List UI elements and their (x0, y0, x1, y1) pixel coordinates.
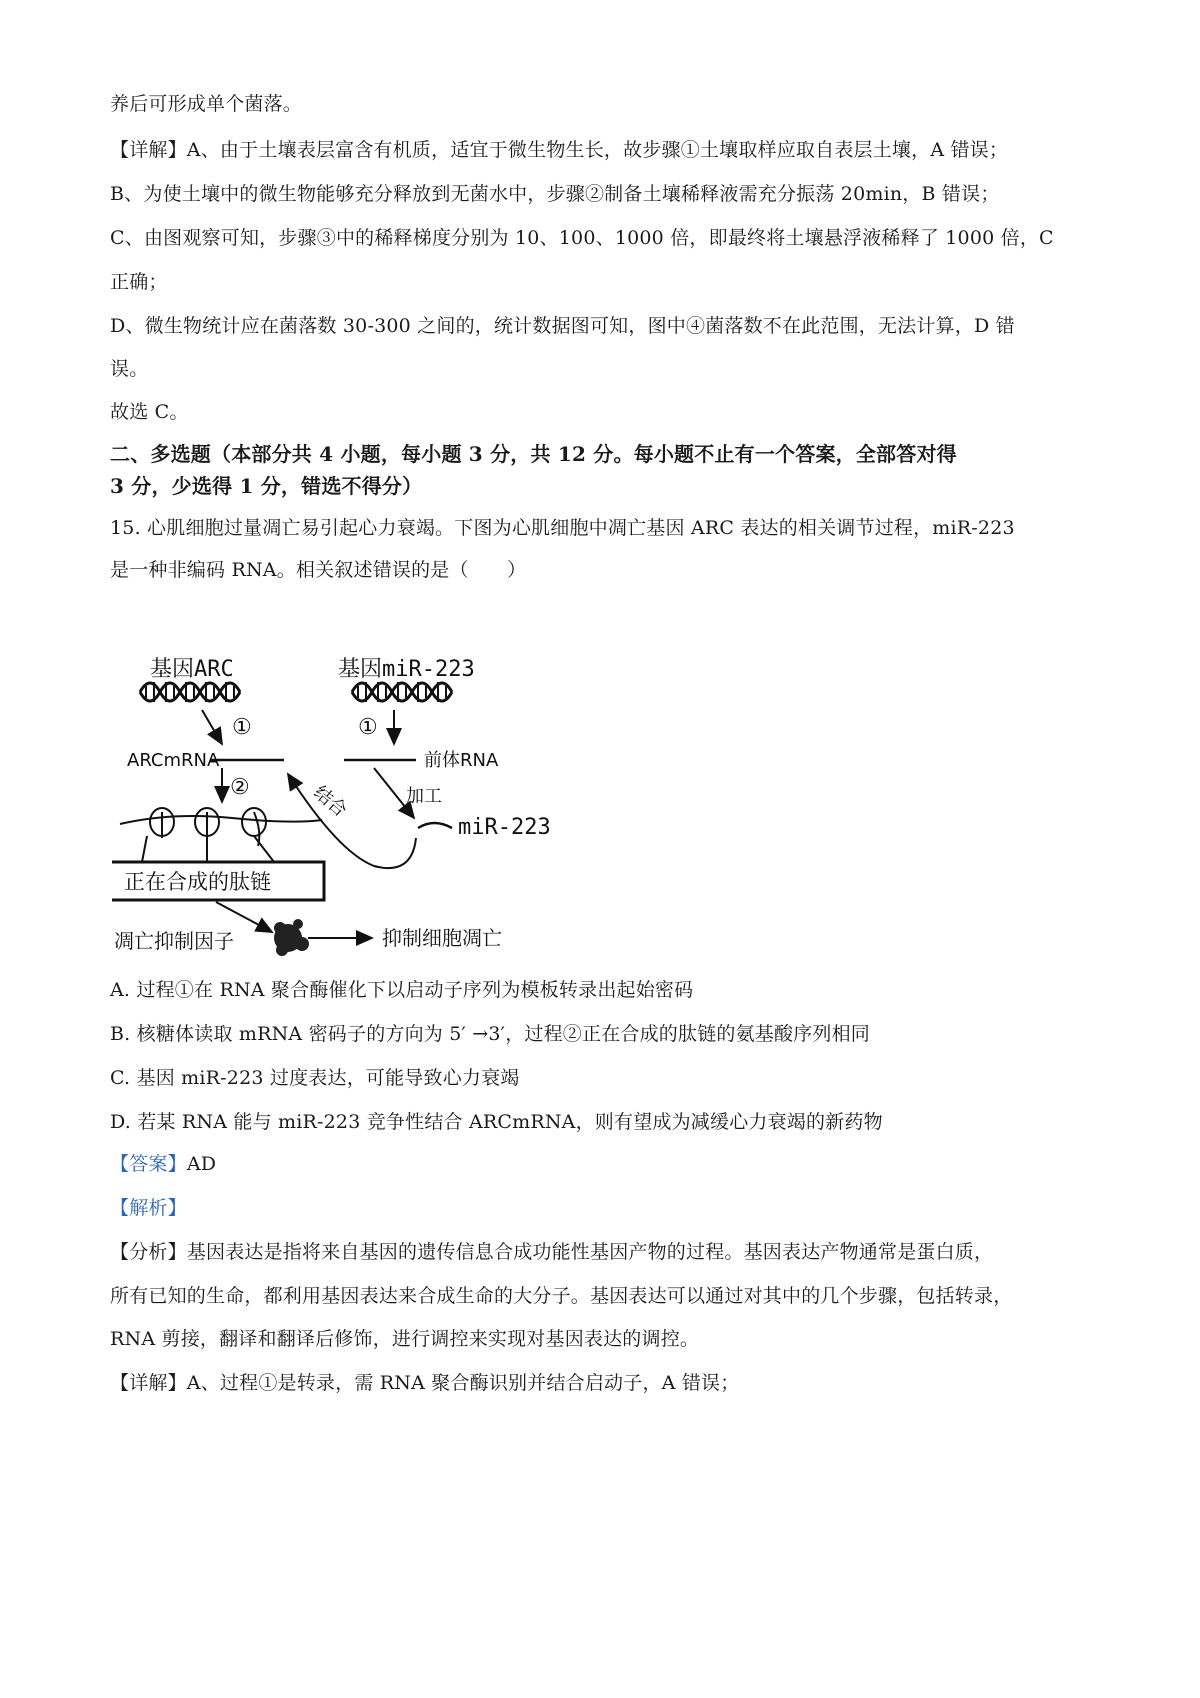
protein-blob-icon (274, 919, 309, 956)
analysis-text: RNA 剪接，翻译和翻译后修饰，进行调控来实现对基因表达的调控。 (110, 1328, 700, 1350)
section-heading-cont: 3 分，少选得 1 分，错选不得分） (110, 474, 423, 498)
text-line: D、微生物统计应在菌落数 30-300 之间的，统计数据图可知，图中④菌落数不在此范围，无法计算，D 错 (110, 315, 1015, 337)
processing-label: 加工 (406, 786, 442, 807)
transcription-arrow (202, 710, 222, 744)
analysis-text: 【分析】基因表达是指将来自基因的遗传信息合成功能性基因产物的过程。基因表达产物通常是蛋白质， (110, 1241, 994, 1263)
answer-value: AD (186, 1153, 217, 1175)
text-line: 正确； (110, 271, 168, 293)
step1-label: ① (232, 715, 252, 740)
analysis-label: 【解析】 (110, 1197, 187, 1219)
step1-label: ① (358, 715, 378, 740)
dna-helix-icon (352, 682, 452, 702)
precursor-rna-label: 前体RNA (424, 750, 499, 771)
text-line: 【详解】A、由于土壤表层富含有机质，适宜于微生物生长，故步骤①土壤取样应取自表层土壤，A 错误； (110, 139, 1009, 161)
option-c: C. 基因 miR-223 过度表达，可能导致心力衰竭 (110, 1067, 520, 1089)
text-line: 养后可形成单个菌落。 (110, 93, 303, 115)
option-d: D. 若某 RNA 能与 miR-223 竞争性结合 ARCmRNA，则有望成为减缓心力衰竭的新药物 (110, 1111, 883, 1133)
text-line: 误。 (110, 358, 149, 380)
mir223-label: miR-223 (458, 815, 551, 840)
question-stem-cont: 是一种非编码 RNA。相关叙述错误的是（ ） (110, 559, 527, 581)
arc-mrna-label: ARCmRNA (127, 750, 220, 771)
text-line: C、由图观察可知，步骤③中的稀释梯度分别为 10、100、1000 倍，即最终将土壤悬浮液稀释了 1000 倍，C (110, 227, 1054, 249)
mir223-strand (418, 823, 452, 828)
to-factor-arrow (216, 902, 272, 932)
option-b: B. 核糖体读取 mRNA 密码子的方向为 5′ →3′，过程②正在合成的肽链的氨基酸序列相同 (110, 1023, 870, 1045)
inhibit-label: 抑制细胞凋亡 (382, 926, 502, 950)
factor-label: 凋亡抑制因子 (114, 929, 234, 953)
text-line: B、为使土壤中的微生物能够充分释放到无菌水中，步骤②制备土壤稀释液需充分振荡 20min，B 错误； (110, 183, 1000, 205)
text-line: 故选 C。 (110, 401, 189, 423)
answer-line (110, 1150, 1100, 1178)
binding-label: 结合 (309, 782, 351, 822)
peptide-label: 正在合成的肽链 (124, 870, 271, 894)
peptide-pointer (142, 836, 147, 862)
section-heading: 二、多选题（本部分共 4 小题，每小题 3 分，共 12 分。每小题不止有一个答案，全部答对得 (110, 442, 957, 466)
dna-helix-icon (140, 682, 240, 702)
question-stem: 15. 心肌细胞过量凋亡易引起心力衰竭。下图为心肌细胞中凋亡基因 ARC 表达的相关调节过程，miR-223 (110, 517, 1015, 539)
option-a: A. 过程①在 RNA 聚合酶催化下以启动子序列为模板转录出起始密码 (110, 979, 694, 1001)
peptide-pointer (254, 836, 274, 862)
step2-label: ② (230, 775, 250, 800)
answer-label: 【答案】 (110, 1153, 187, 1175)
gene-arc-label: 基因ARC (150, 657, 234, 682)
detail-text: 【详解】A、过程①是转录，需 RNA 聚合酶识别并结合启动子，A 错误； (110, 1372, 740, 1394)
gene-mir-label: 基因miR-223 (338, 657, 475, 682)
analysis-text: 所有已知的生命，都利用基因表达来合成生命的大分子。基因表达可以通过对其中的几个步骤，包括转录， (110, 1285, 1013, 1307)
